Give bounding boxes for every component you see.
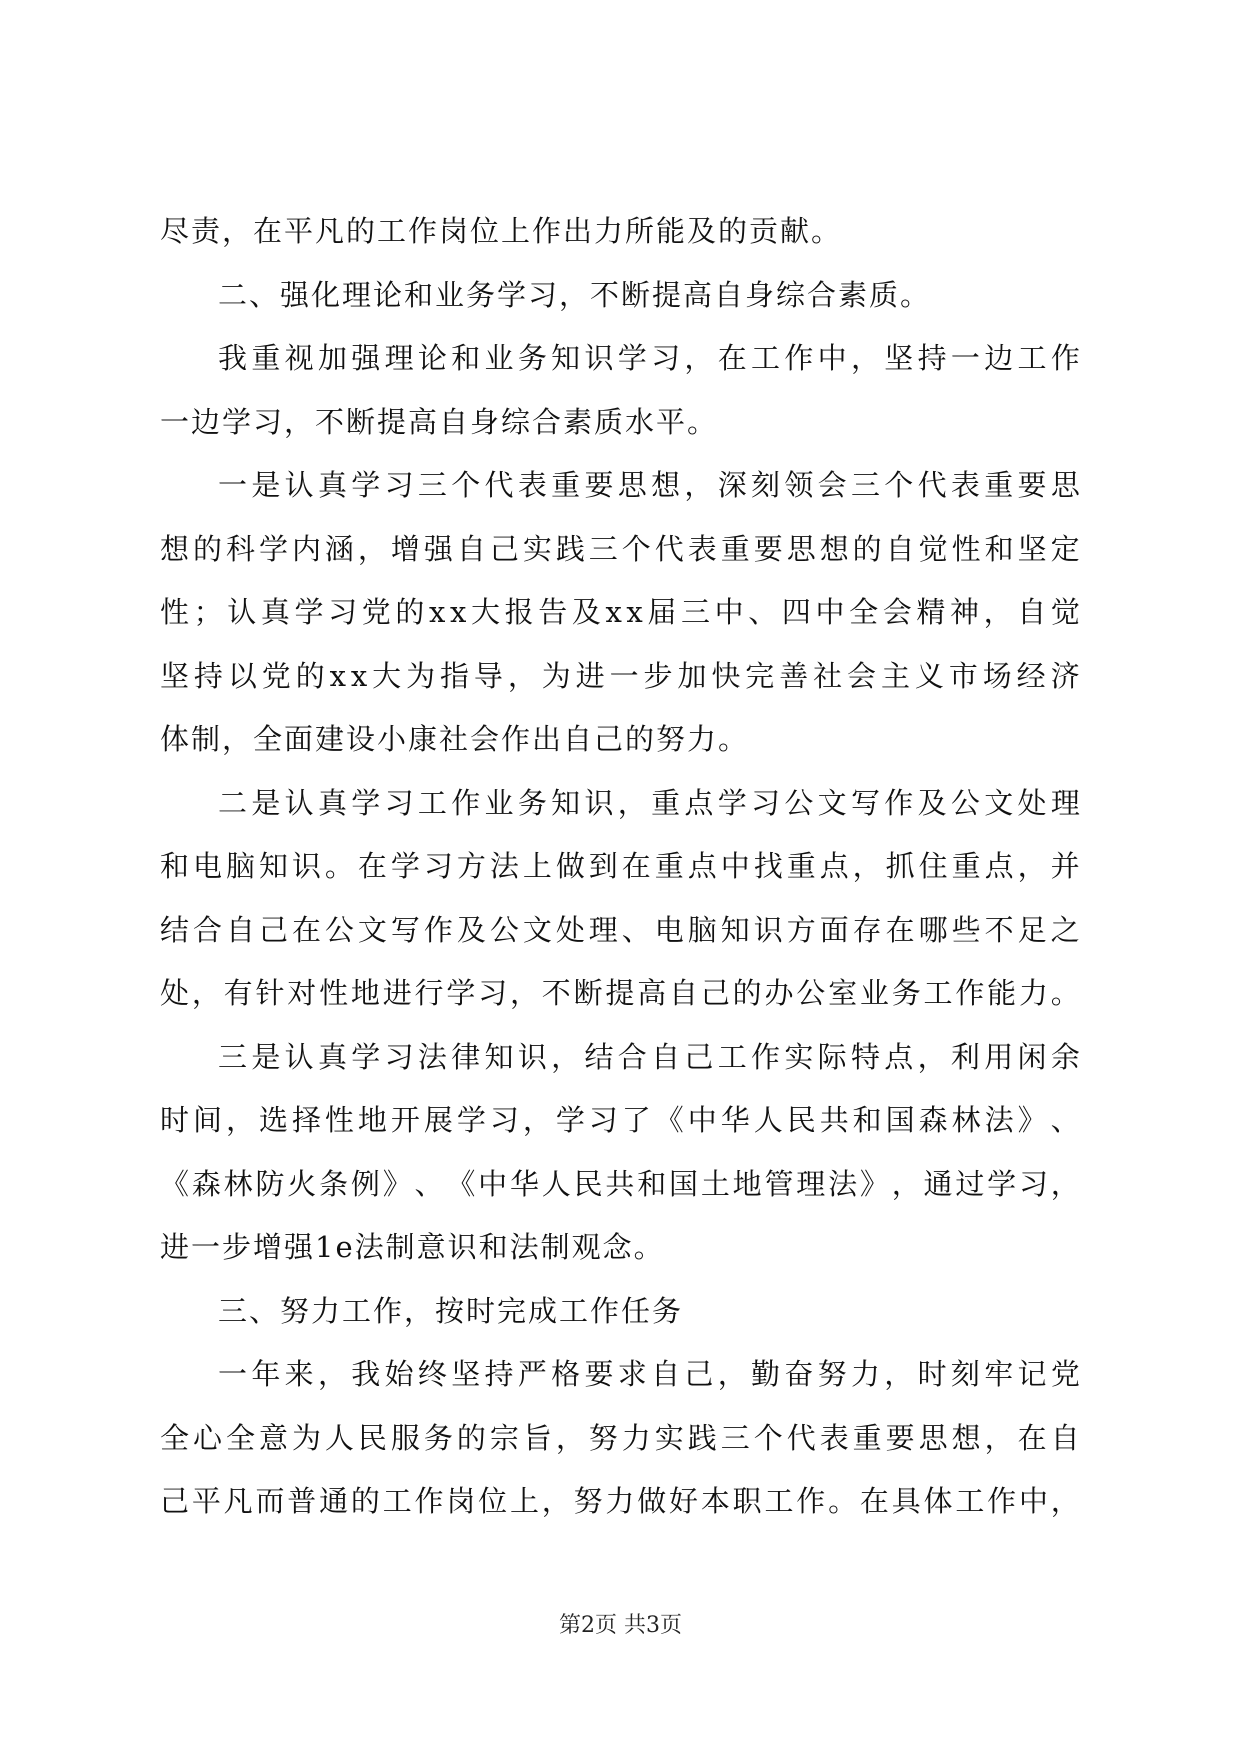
text-line: 二 是 认 真 学 习 工 作 业 务 知 识 ， 重 点 学 习 公 文 写 作 及 公 文 处 理 bbox=[218, 785, 1080, 820]
text-line: 和 电 脑 知 识 。 在 学 习 方 法 上 做 到 在 重 点 中 找 重 点 ， 抓 住 重 点 ， 并 bbox=[160, 849, 1080, 883]
text-line: 处 ， 有 针 对 性 地 进 行 学 习 ， 不 断 提 高 自 己 的 办 公 室 业 务 工 作 能 力 。 bbox=[160, 976, 1080, 1010]
body-text bbox=[160, 200, 1080, 1534]
text-line: 三 是 认 真 学 习 法 律 知 识 ， 结 合 自 己 工 作 实 际 特 点 ， 利 用 闲 余 bbox=[218, 1039, 1080, 1074]
text-line: 一 是 认 真 学 习 三 个 代 表 重 要 思 想 ， 深 刻 领 会 三 个 代 表 重 要 思 bbox=[218, 468, 1080, 502]
text-line: 尽责，在平凡的工作岗位上作出力所能及的贡献。 bbox=[160, 214, 843, 248]
section-heading: 三、努力工作，按时完成工作任务 bbox=[218, 1293, 684, 1328]
section-heading: 二、强化理论和业务学习，不断提高自身综合素质。 bbox=[218, 277, 932, 312]
text-line: 一 年 来 ， 我 始 终 坚 持 严 格 要 求 自 己 ， 勤 奋 努 力 ， 时 刻 牢 记 党 bbox=[218, 1357, 1080, 1391]
text-line: 坚 持 以 党 的 x x 大 为 指 导 ， 为 进 一 步 加 快 完 善 社 会 主 义 市 场 经 济 bbox=[160, 658, 1080, 693]
text-line: 己 平 凡 而 普 通 的 工 作 岗 位 上 ， 努 力 做 好 本 职 工 作 。 在 具 体 工 作 中 ， bbox=[160, 1484, 1080, 1518]
text-line: 性 ； 认 真 学 习 党 的 x x 大 报 告 及 x x 届 三 中 、 四 中 全 会 精 神 ， 自 觉 bbox=[160, 595, 1080, 629]
text-line: 时 间 ， 选 择 性 地 开 展 学 习 ， 学 习 了 《 中 华 人 民 共 和 国 森 林 法 》 、 bbox=[160, 1103, 1080, 1137]
text-line: 想 的 科 学 内 涵 ， 增 强 自 己 实 践 三 个 代 表 重 要 思 想 的 自 觉 性 和 坚 定 bbox=[160, 531, 1080, 566]
page-number-footer: 第2页 共3页 bbox=[559, 1613, 682, 1638]
text-line: 我 重 视 加 强 理 论 和 业 务 知 识 学 习 ， 在 工 作 中 ， 坚 持 一 边 工 作 bbox=[218, 341, 1080, 375]
text-line: 体制，全面建设小康社会作出自己的努力。 bbox=[160, 722, 750, 756]
text-line: 进一步增强1e法制意识和法制观念。 bbox=[160, 1230, 665, 1264]
text-line: 《 森 林 防 火 条 例 》 、 《 中 华 人 民 共 和 国 土 地 管 理 法 》 ， 通 过 学 习 ， bbox=[160, 1166, 1080, 1201]
text-line: 全 心 全 意 为 人 民 服 务 的 宗 旨 ， 努 力 实 践 三 个 代 表 重 要 思 想 ， 在 自 bbox=[160, 1420, 1080, 1455]
text-line: 结 合 自 己 在 公 文 写 作 及 公 文 处 理 、 电 脑 知 识 方 面 存 在 哪 些 不 足 之 bbox=[160, 912, 1080, 947]
text-line: 一边学习，不断提高自身综合素质水平。 bbox=[160, 404, 719, 439]
